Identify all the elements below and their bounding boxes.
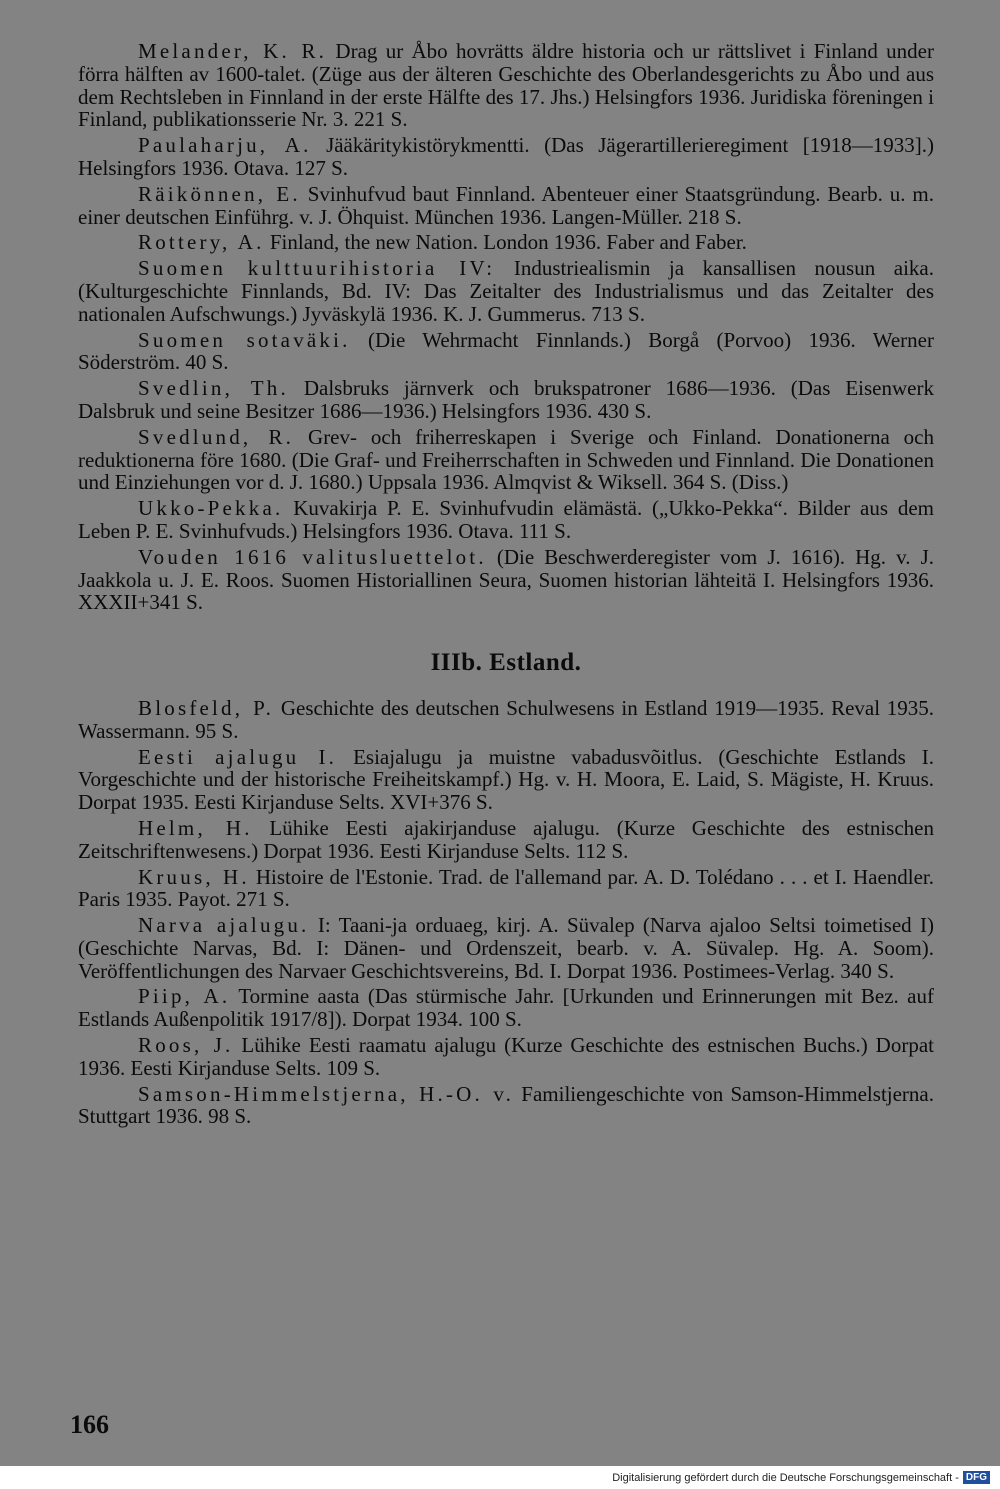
entry-author: Ukko-Pekka. [138, 496, 284, 521]
entry-author: Svedlin, Th. [138, 376, 289, 401]
entry-text: Kuvakirja P. E. Svinhufvudin elämästä. („Ukko-Pekka“. Bilder aus dem Leben P. E. Svinhufvuds.) Helsingfors 1936. Otava. 111 S. [78, 496, 934, 543]
section-heading: IIIb. Estland. [430, 649, 582, 677]
entry-author: Suomen kulttuurihistoria IV: [138, 256, 496, 281]
bibliography-entry [78, 377, 934, 423]
entry-text: Industriealismin ja kansallisen nousun aika. (Kulturgeschichte Finnlands, Bd. IV: Das Zeitalter des Industrialismus und das Zeitalter des nationalen Aufschwungs.) Jyväskylä 1936. K. J. Gummerus. 713 S. [78, 256, 934, 326]
entry-text: Lühike Eesti ajakirjanduse ajalugu. (Kurze Geschichte des estnischen Zeitschriftenwesens.) Dorpat 1936. Eesti Kirjanduse Selts. 112 S. [78, 815, 934, 863]
footer-text: Digitalisierung gefördert durch die Deutsche Forschungsgemeinschaft - [612, 1471, 959, 1484]
entry-text: Tormine aasta (Das stürmische Jahr. [Urkunden und Erinnerungen mit Bez. auf Estlands Außenpolitik 1917/8]). Dorpat 1934. 100 S. [78, 984, 934, 1032]
bibliography-list-estland [78, 697, 934, 1128]
entry-author: Samson-Himmelstjerna, H.-O. v. [138, 1081, 515, 1106]
bibliography-list-finland [78, 40, 934, 614]
entry-author: Piip, A. [138, 984, 231, 1009]
entry-author: Roos, J. [138, 1033, 234, 1058]
entry-text: Dalsbruks järnverk och brukspatroner 1686—1936. (Das Eisenwerk Dalsbruk und seine Besitzer 1686—1936.) Helsingfors 1936. 430 S. [78, 376, 934, 423]
entry-author: Eesti ajalugu I. [138, 744, 338, 769]
bibliography-entry [78, 546, 934, 614]
dfg-logo-icon: DFG [963, 1471, 990, 1484]
entry-author: Rottery, A. [138, 230, 265, 255]
entry-author: Räikönnen, E. [138, 181, 301, 206]
bibliography-entry [78, 183, 934, 229]
entry-author: Paulaharju, A. [138, 133, 312, 158]
page-number: 166 [70, 1410, 109, 1439]
bibliography-entry [78, 231, 934, 254]
entry-text: Histoire de l'Estonie. Trad. de l'allemand par. A. D. Tolédano . . . et I. Haendler. Paris 1935. Payot. 271 S. [78, 864, 934, 912]
entry-text: Jääkäritykistörykmentti. (Das Jägerartillerieregiment [1918—1933].) Helsingfors 1936. Otava. 127 S. [78, 133, 934, 180]
entry-author: Suomen sotaväki. [138, 327, 351, 352]
bibliography-entry [78, 817, 934, 863]
entry-text: Lühike Eesti raamatu ajalugu (Kurze Geschichte des estnischen Buchs.) Dorpat 1936. Eesti Kirjanduse Selts. 109 S. [78, 1033, 934, 1080]
entry-text: (Die Beschwerderegister vom J. 1616). Hg. v. J. Jaakkola u. J. E. Roos. Suomen Historiallinen Seura, Suomen historian lähteitä I. Helsingfors 1936. XXXII+341 S. [78, 544, 935, 615]
bibliography-entry [78, 40, 934, 131]
entry-author: Narva ajalugu. [138, 913, 310, 938]
text-column [78, 40, 934, 1131]
entry-author: Vouden 1616 valitusluettelot. [138, 544, 487, 569]
entry-text: Finland, the new Nation. London 1936. Faber and Faber. [264, 230, 747, 255]
digitization-footer [612, 1471, 990, 1484]
entry-text: Esiajalugu ja muistne vabadusvõitlus. (Geschichte Estlands I. Vorgeschichte und der historische Freiheitskampf.) Hg. v. H. Moora, E. Laid, S. Mägiste, H. Kruus. Dorpat 1935. Eesti Kirjanduse Selts. XVI+376 S. [78, 744, 934, 815]
entry-text: Familiengeschichte von Samson-Himmelstjerna. Stuttgart 1936. 98 S. [78, 1081, 934, 1129]
entry-author: Kruus, H. [138, 864, 250, 889]
entry-text: Grev- och friherreskapen i Sverige och Finland. Donationerna och reduktionerna före 1680. (Die Graf- und Freiherrschaften in Schweden und Finnland. Die Donationen und Einziehungen vor d. J. 1680.) Uppsala 1936. Almqvist & Wiksell. 364 S. (Diss.) [78, 424, 935, 495]
entry-text: Geschichte des deutschen Schulwesens in Estland 1919—1935. Reval 1935. Wassermann. 95 S. [78, 695, 934, 743]
bibliography-entry [78, 697, 934, 743]
entry-author: Melander, K. R. [138, 39, 328, 63]
entry-text: Svinhufvud baut Finnland. Abenteuer einer Staatsgründung. Bearb. u. m. einer deutschen Einführg. v. J. Öhquist. München 1936. Langen-Müller. 218 S. [78, 181, 934, 229]
bibliography-entry [78, 1034, 934, 1080]
entry-text: (Die Wehrmacht Finnlands.) Borgå (Porvoo) 1936. Werner Söderström. 40 S. [78, 327, 934, 375]
bibliography-entry [78, 1083, 934, 1129]
entry-author: Svedlund, R. [138, 424, 295, 449]
bibliography-entry [78, 914, 934, 982]
bibliography-entry [78, 746, 934, 814]
entry-text: I: Taani-ja orduaeg, kirj. A. Süvalep (Narva ajaloo Seltsi toimetised I) (Geschichte Narvas, Bd. I: Dänen- und Ordenszeit, bearb. v. A. Süvalep. Hg. A. Soom). Veröffentlichungen des Narvaer Geschichtsvereins, Bd. I. Dorpat 1936. Postimees-Verlag. 340 S. [78, 913, 934, 983]
bibliography-entry [78, 866, 934, 912]
bibliography-entry [78, 497, 934, 543]
entry-text: Drag ur Åbo hovrätts äldre historia och ur rättslivet i Finland under förra hälften av 1600-talet. (Züge aus der älteren Geschichte des Oberlandesgerichts zu Åbo und aus dem Rechtsleben in Finnland in der erste Hälfte des 17. Jhs.) Helsingfors 1936. Juridiska föreningen i Finland, publikationsserie Nr. 3. 221 S. [78, 39, 934, 132]
bibliography-entry [78, 426, 934, 494]
bibliography-entry [78, 257, 934, 325]
bibliography-entry [78, 329, 934, 375]
entry-author: Blosfeld, P. [138, 695, 275, 720]
entry-author: Helm, H. [138, 815, 253, 840]
bibliography-entry [78, 134, 934, 180]
bibliography-entry [78, 985, 934, 1031]
